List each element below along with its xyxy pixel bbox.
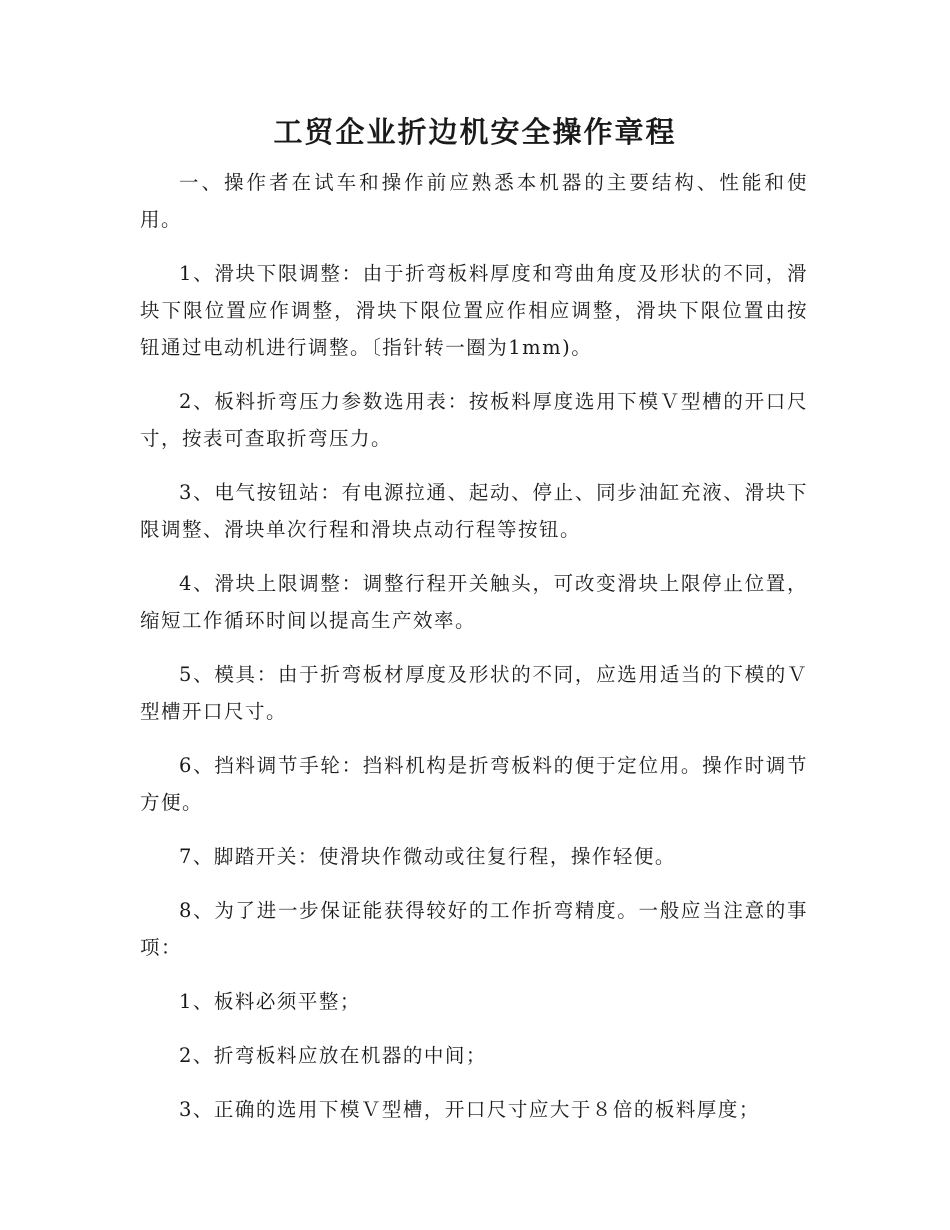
paragraph: 8、为了进一步保证能获得较好的工作折弯精度。一般应当注意的事项： (140, 899, 808, 959)
paragraph: 一、操作者在试车和操作前应熟悉本机器的主要结构、性能和使用。 (140, 171, 808, 231)
paragraph: 2、折弯板料应放在机器的中间； (179, 1044, 487, 1067)
paragraph: 3、正确的选用下模Ｖ型槽，开口尺寸应大于８倍的板料厚度； (179, 1098, 760, 1121)
paragraph: 2、板料折弯压力参数选用表：按板料厚度选用下模Ｖ型槽的开口尺寸，按表可查取折弯压力。 (140, 390, 808, 450)
paragraph: 6、挡料调节手轮：挡料机构是折弯板料的便于定位用。操作时调节方便。 (140, 754, 808, 814)
paragraph: 5、模具：由于折弯板材厚度及形状的不同，应选用适当的下模的Ｖ型槽开口尺寸。 (140, 663, 808, 723)
paragraph: 7、脚踏开关：使滑块作微动或往复行程，操作轻便。 (179, 845, 676, 868)
document-body (140, 164, 808, 1145)
paragraph: 3、电气按钮站：有电源拉通、起动、停止、同步油缸充液、滑块下限调整、滑块单次行程和滑块点动行程等按钮。 (140, 481, 808, 541)
paragraph: 1、滑块下限调整：由于折弯板料厚度和弯曲角度及形状的不同，滑块下限位置应作调整，滑块下限位置应作相应调整，滑块下限位置由按钮通过电动机进行调整。〔指针转一圈为1mm)。 (140, 262, 808, 359)
paragraph: 4、滑块上限调整：调整行程开关触头，可改变滑块上限停止位置，缩短工作循环时间以提高生产效率。 (140, 572, 808, 632)
document-title: 工贸企业折边机安全操作章程 (273, 115, 677, 149)
paragraph: 1、板料必须平整； (179, 990, 361, 1013)
